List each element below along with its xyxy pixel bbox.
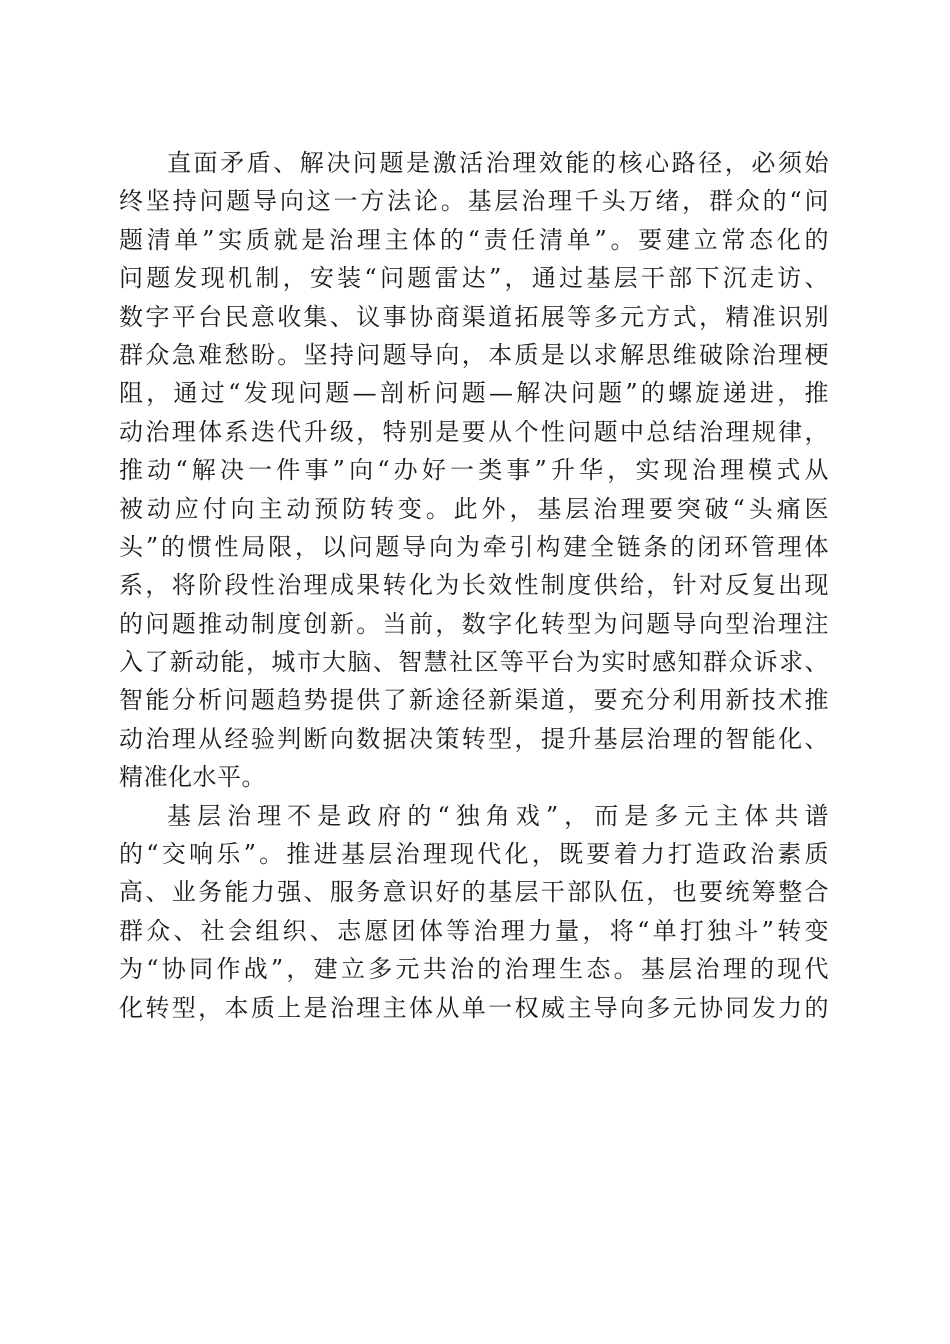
paragraph-line: 阻，通过“发现问题—剖析问题—解决问题”的螺旋递进，推 — [119, 379, 829, 408]
paragraph-line: 终坚持问题导向这一方法论。基层治理千头万绪，群众的“问 — [119, 187, 829, 216]
paragraph-line: 题清单”实质就是治理主体的“责任清单”。要建立常态化的 — [119, 225, 829, 254]
paragraph-line: 动治理从经验判断向数据决策转型，提升基层治理的智能化、 — [119, 724, 829, 753]
paragraph-line: 群众急难愁盼。坚持问题导向，本质是以求解思维破除治理梗 — [119, 340, 829, 369]
paragraph-line: 推动“解决一件事”向“办好一类事”升华，实现治理模式从 — [119, 456, 829, 485]
paragraph-line: 化转型，本质上是治理主体从单一权威主导向多元协同发力的 — [119, 993, 829, 1022]
paragraph-line: 直面矛盾、解决问题是激活治理效能的核心路径，必须始 — [167, 149, 829, 177]
paragraph-line: 精准化水平。 — [119, 763, 266, 792]
paragraph-line: 数字平台民意收集、议事协商渠道拓展等多元方式，精准识别 — [119, 302, 829, 331]
paragraph-line: 头”的惯性局限，以问题导向为牵引构建全链条的闭环管理体 — [119, 532, 829, 561]
paragraph-line: 群众、社会组织、志愿团体等治理力量，将“单打独斗”转变 — [119, 916, 829, 945]
paragraph-line: 为“协同作战”，建立多元共治的治理生态。基层治理的现代 — [119, 955, 829, 984]
paragraph-line: 被动应付向主动预防转变。此外，基层治理要突破“头痛医 — [119, 494, 829, 523]
paragraph-line: 的问题推动制度创新。当前，数字化转型为问题导向型治理注 — [119, 609, 829, 638]
document-body — [119, 144, 829, 1027]
paragraph-line: 基层治理不是政府的“独角戏”，而是多元主体共谱 — [167, 801, 829, 830]
paragraph-1 — [119, 144, 829, 797]
paragraph-line: 动治理体系迭代升级，特别是要从个性问题中总结治理规律， — [119, 417, 829, 446]
paragraph-line: 入了新动能，城市大脑、智慧社区等平台为实时感知群众诉求、 — [119, 648, 829, 677]
paragraph-2 — [119, 797, 829, 1027]
paragraph-line: 高、业务能力强、服务意识好的基层干部队伍，也要统筹整合 — [119, 878, 829, 907]
paragraph-line: 的“交响乐”。推进基层治理现代化，既要着力打造政治素质 — [119, 840, 829, 869]
paragraph-line: 智能分析问题趋势提供了新途径新渠道，要充分利用新技术推 — [119, 686, 829, 715]
paragraph-line: 问题发现机制，安装“问题雷达”，通过基层干部下沉走访、 — [119, 264, 829, 293]
paragraph-line: 系，将阶段性治理成果转化为长效性制度供给，针对反复出现 — [119, 571, 829, 600]
